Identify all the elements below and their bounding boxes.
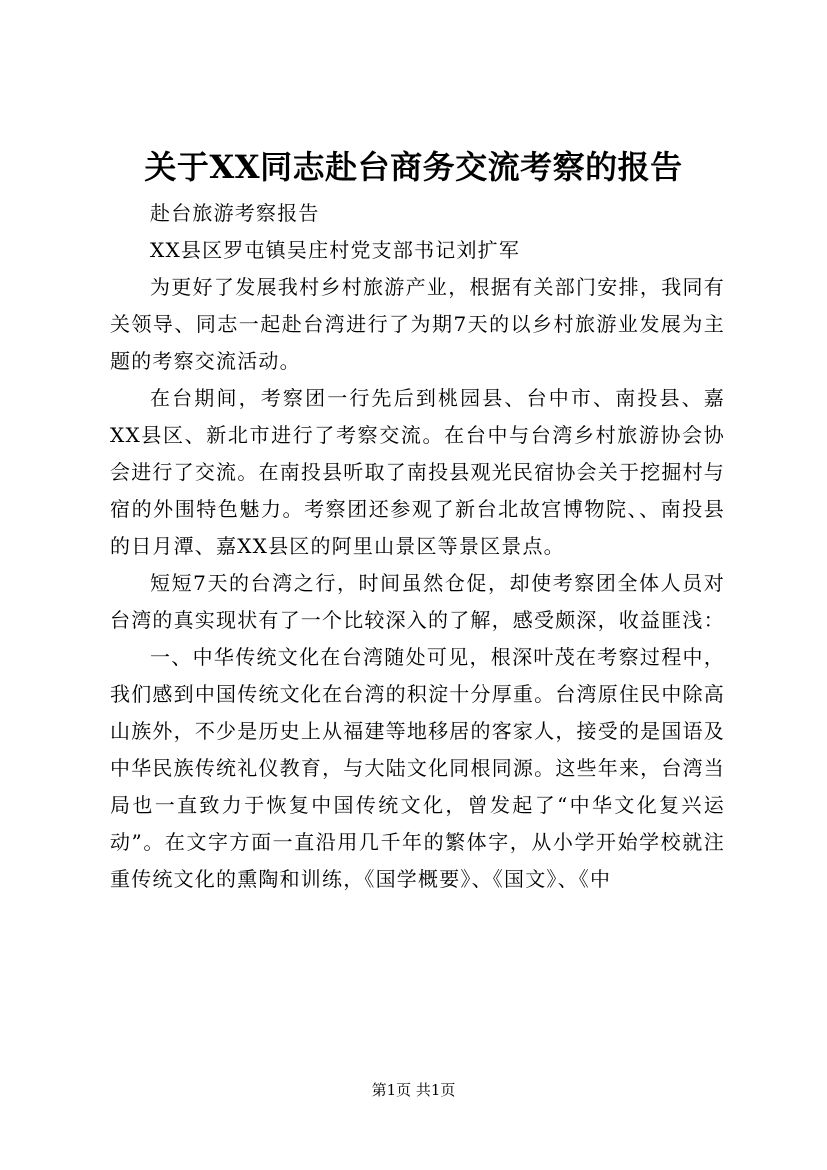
paragraph-itinerary: 在台期间，考察团一行先后到桃园县、台中市、南投县、嘉XX县区、新北市进行了考察交流。在台中与台湾乡村旅游协会协会进行了交流。在南投县听取了南投县观光民宿协会关于挖掘村与宿的外围特色魅力。考察团还参观了新台北故宫博物院、、南投县的日月潭、嘉XX县区的阿里山景区等景区景点。 <box>110 386 725 558</box>
paragraph-author: XX县区罗屯镇吴庄村党支部书记刘扩军 <box>150 238 521 262</box>
document-title: 关于XX同志赴台商务交流考察的报告 <box>144 148 683 186</box>
document-body <box>110 195 725 898</box>
paragraph-culture: 一、中华传统文化在台湾随处可见，根深叶茂在考察过程中，我们感到中国传统文化在台湾的积淀十分厚重。台湾原住民中除高山族外，不少是历史上从福建等地移居的客家人，接受的是国语及中华民族传统礼仪教育，与大陆文化同根同源。这些年来，台湾当局也一直致力于恢复中国传统文化，曾发起了“中华文化复兴运动”。在文字方面一直沿用几千年的繁体字，从小学开始学校就注重传统文化的熏陶和训练，《国学概要》、《国文》、《中 <box>110 645 725 891</box>
page-footer: 第1页 共1页 <box>371 1081 456 1099</box>
paragraph-subtitle: 赴台旅游考察报告 <box>150 201 320 225</box>
paragraph-impression: 短短7天的台湾之行，时间虽然仓促，却使考察团全体人员对台湾的真实现状有了一个比较深入的了解，感受颇深，收益匪浅： <box>110 571 725 632</box>
paragraph-intro: 为更好了发展我村乡村旅游产业，根据有关部门安排，我同有关领导、同志一起赴台湾进行了为期7天的以乡村旅游业发展为主题的考察交流活动。 <box>110 275 725 373</box>
